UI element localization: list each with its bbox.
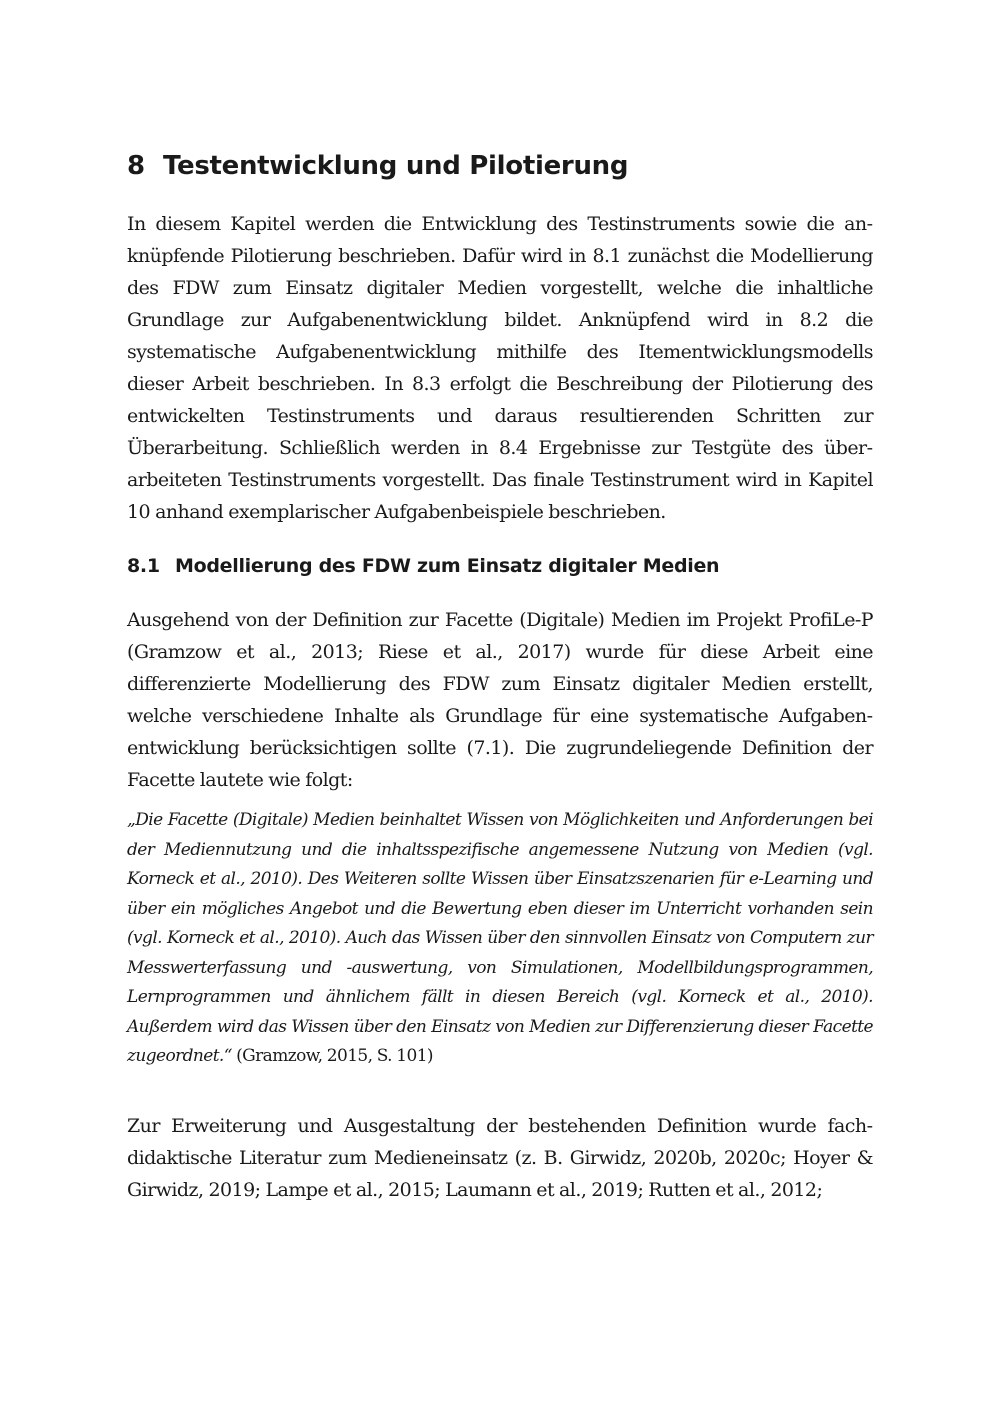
chapter-heading: [127, 146, 873, 186]
block-quote: [127, 806, 873, 1072]
quote-citation: (Gramzow, 2015, S. 101): [231, 1046, 433, 1066]
section-title: Modellierung des FDW zum Einsatz digitaler Medien: [175, 555, 720, 577]
closing-paragraph: Zur Erweiterung und Ausgestaltung der bestehenden Definition wurde fachdidaktische Literatur zum Medieneinsatz (z. B. Girwidz, 2020b, 2020c; Hoyer & Girwidz, 2019; Lampe et al., 2015; Laumann et al., 2019; Rutten et al., 2012;: [127, 1115, 873, 1201]
chapter-number: 8: [127, 151, 145, 181]
section-heading: [127, 550, 873, 582]
quote-text: „Die Facette (Digitale) Medien beinhaltet Wissen von Möglichkeiten und Anforderungen bei der Mediennutzung und die inhaltsspezifische angemessene Nutzung von Medien (vgl. Korneck et al., 2010). Des Weiteren sollte Wissen über Einsatzszenarien für e-Learning und über ein mögliches Angebot und die Bewertung eben dieser im Unterricht vorhanden sein (vgl. Korneck et al., 2010). Auch das Wissen über den sinnvollen Einsatz von Computern zur Messwerterfassung und -auswertung, von Simulationen, Modellbildungsprogrammen, Lernprogrammen und ähnlichem fällt in diesen Bereich (vgl. Korneck et al., 2010). Außerdem wird das Wissen über den Einsatz von Medien zur Differenzierung dieser Facette zugeordnet.“: [127, 810, 873, 1066]
chapter-title: Testentwicklung und Pilotierung: [163, 151, 629, 181]
section-number: 8.1: [127, 555, 160, 577]
section-paragraph: Ausgehend von der Definition zur Facette (Digitale) Medien im Projekt ProfiLe-P (Gramzow et al., 2013; Riese et al., 2017) wurde für diese Arbeit eine differenzierte Modellierung des FDW zum Einsatz digitaler Medien erstellt, welche verschiedene Inhalte als Grundlage für eine systematische Aufgabenentwicklung berücksichtigen sollte (7.1). Die zugrundeliegende Definition der Facette lautete wie folgt:: [127, 609, 873, 791]
intro-paragraph: In diesem Kapitel werden die Entwicklung des Testinstruments sowie die anknüpfende Pilotierung beschrieben. Dafür wird in 8.1 zunächst die Modellierung des FDW zum Einsatz digitaler Medien vorgestellt, welche die inhaltliche Grundlage zur Aufgabenentwicklung bildet. Anknüpfend wird in 8.2 die systematische Aufgabenentwicklung mithilfe des Itementwicklungsmodells dieser Arbeit beschrieben. In 8.3 erfolgt die Beschreibung der Pilotierung des entwickelten Testinstruments und daraus resultierenden Schritten zur Überarbeitung. Schließlich werden in 8.4 Ergebnisse zur Testgüte des überarbeiteten Testinstruments vorgestellt. Das finale Testinstrument wird in Kapitel 10 anhand exemplarischer Aufgabenbeispiele beschrieben.: [127, 213, 873, 523]
